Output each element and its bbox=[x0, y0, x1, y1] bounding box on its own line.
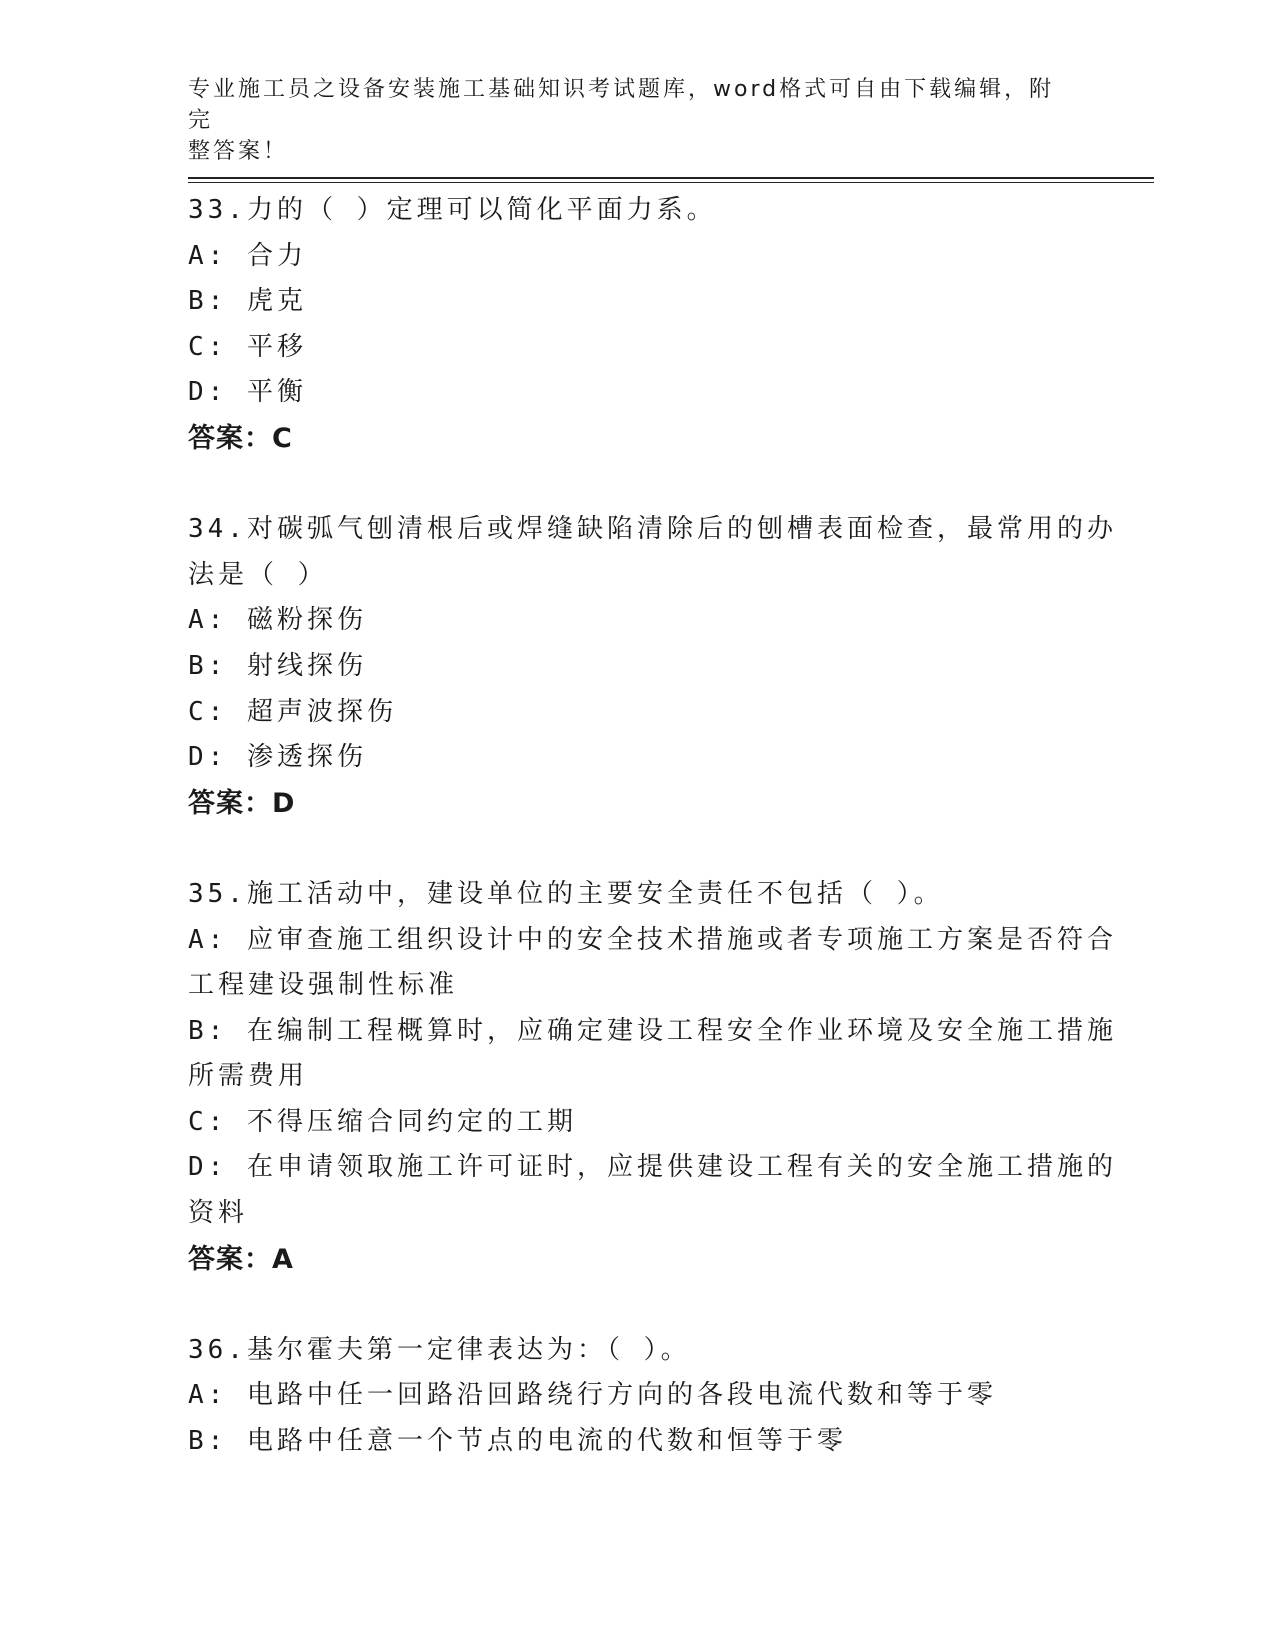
option-line: 工程建设强制性标准 bbox=[188, 970, 459, 1001]
question-block bbox=[188, 872, 1117, 1328]
question-block bbox=[188, 1328, 1088, 1465]
question-block bbox=[188, 188, 1088, 507]
question-stem-line: 36.基尔霍夫第一定律表达为：（ ）。 bbox=[188, 1334, 691, 1365]
option-line: D: 渗透探伤 bbox=[188, 742, 367, 773]
answer-line: 答案：D bbox=[188, 787, 296, 819]
option-line: D: 在申请领取施工许可证时，应提供建设工程有关的安全施工措施的 bbox=[188, 1152, 1117, 1183]
question-stem-line: 34.对碳弧气刨清根后或焊缝缺陷清除后的刨槽表面检查，最常用的办 bbox=[188, 514, 1117, 545]
question-stem-line: 法是（ ） bbox=[188, 559, 328, 590]
option-line: A: 磁粉探伤 bbox=[188, 605, 367, 636]
question-list bbox=[188, 188, 1117, 1465]
question-stem-line: 35.施工活动中，建设单位的主要安全责任不包括（ ）。 bbox=[188, 878, 944, 909]
option-line: B: 虎克 bbox=[188, 286, 307, 317]
option-line: C: 超声波探伤 bbox=[188, 696, 397, 727]
question-spacer bbox=[188, 462, 1088, 508]
answer-line: 答案：C bbox=[188, 422, 293, 454]
document-header bbox=[188, 74, 1068, 167]
option-line: B: 电路中任意一个节点的电流的代数和恒等于零 bbox=[188, 1426, 847, 1457]
answer-line: 答案：A bbox=[188, 1243, 294, 1275]
option-line: A: 应审查施工组织设计中的安全技术措施或者专项施工方案是否符合 bbox=[188, 924, 1117, 955]
question-spacer bbox=[188, 1282, 1088, 1328]
header-line-1: 专业施工员之设备安装施工基础知识考试题库，word格式可自由下载编辑，附完 bbox=[188, 77, 1055, 133]
header-line-2: 整答案！ bbox=[188, 139, 289, 164]
option-line: A: 合力 bbox=[188, 240, 307, 271]
option-line: C: 平移 bbox=[188, 331, 307, 362]
option-line: B: 射线探伤 bbox=[188, 650, 367, 681]
option-line: 资料 bbox=[188, 1198, 249, 1229]
header-divider-thick bbox=[188, 177, 1154, 179]
question-spacer bbox=[188, 826, 1088, 872]
option-line: C: 不得压缩合同约定的工期 bbox=[188, 1106, 577, 1137]
option-line: A: 电路中任一回路沿回路绕行方向的各段电流代数和等于零 bbox=[188, 1380, 997, 1411]
option-line: D: 平衡 bbox=[188, 377, 307, 408]
question-stem-line: 33.力的（ ）定理可以简化平面力系。 bbox=[188, 195, 717, 225]
header-divider-thin bbox=[188, 182, 1154, 183]
option-line: 所需费用 bbox=[188, 1061, 309, 1092]
question-block bbox=[188, 507, 1117, 872]
option-line: B: 在编制工程概算时，应确定建设工程安全作业环境及安全施工措施 bbox=[188, 1015, 1117, 1046]
